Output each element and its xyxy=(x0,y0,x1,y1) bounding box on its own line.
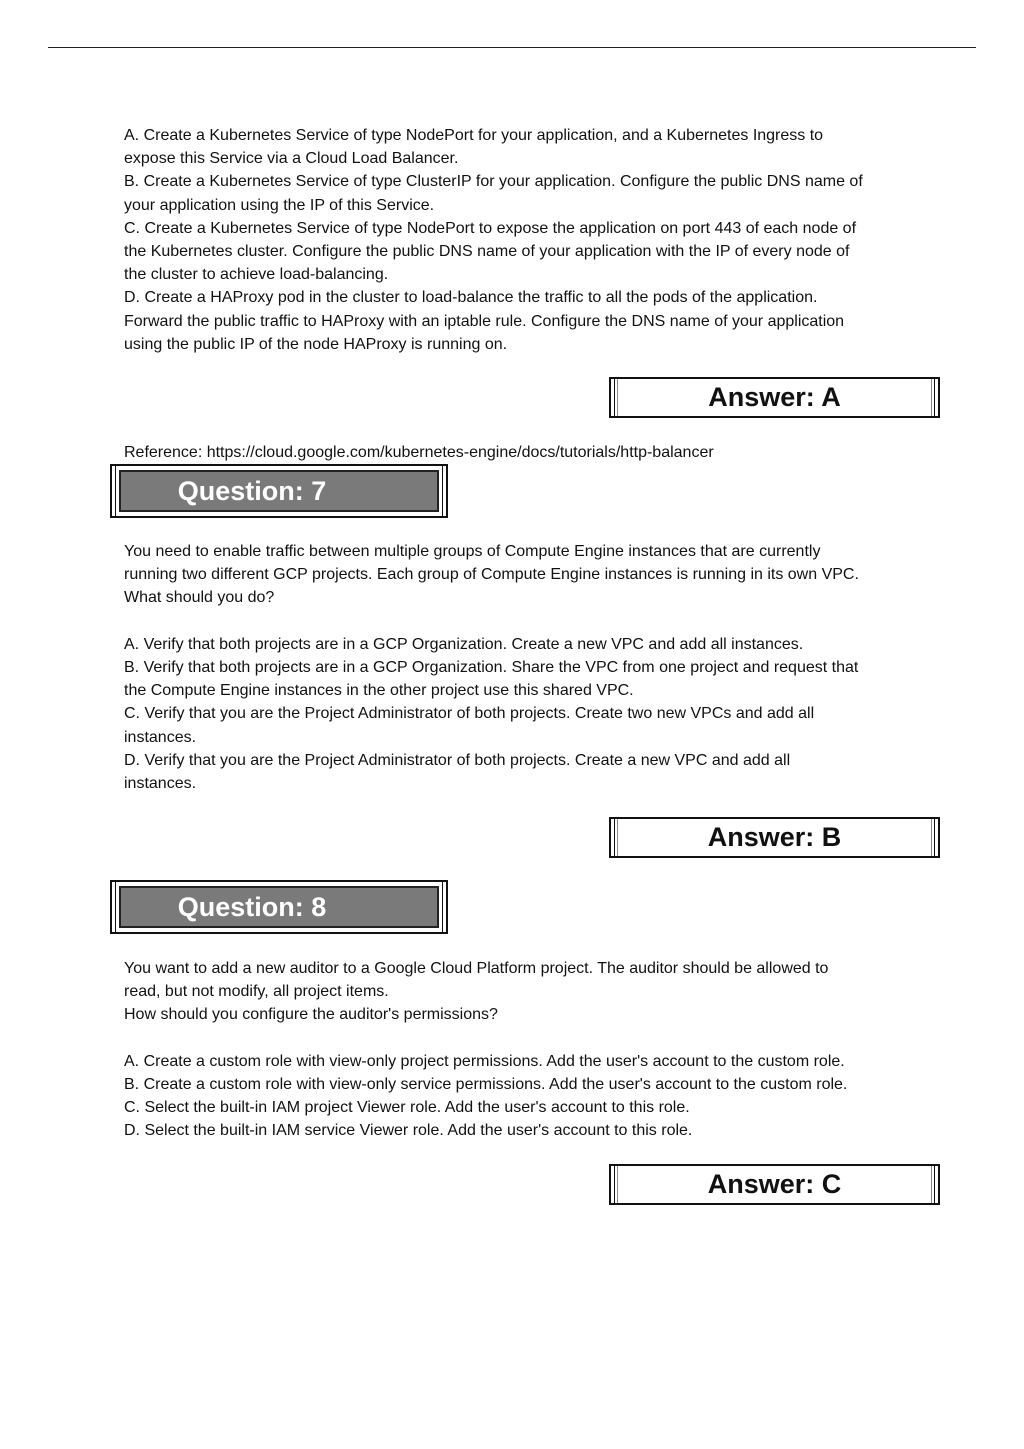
q7-question-line: running two different GCP projects. Each group of Compute Engine instances is running in its own VPC. xyxy=(124,566,859,584)
q7-option-line: instances. xyxy=(124,728,197,746)
q8-banner xyxy=(110,880,448,934)
reference-text: Reference: https://cloud.google.com/kubernetes-engine/docs/tutorials/http-balancer xyxy=(124,444,714,461)
q8-question-line: How should you configure the auditor's permissions? xyxy=(124,1006,498,1024)
q6-answer: Answer: A xyxy=(708,382,841,412)
spacer xyxy=(124,1027,924,1050)
q7-answer-box xyxy=(609,817,940,858)
q7-question-line: What should you do? xyxy=(124,589,275,607)
q6-option-line: C. Create a Kubernetes Service of type NodePort to expose the application on port 443 of each node of xyxy=(124,219,857,237)
q6-reference xyxy=(124,441,924,464)
q6-option-line: D. Create a HAProxy pod in the cluster to load-balance the traffic to all the pods of the application. xyxy=(124,289,818,307)
q8-question-line: You want to add a new auditor to a Google Cloud Platform project. The auditor should be allowed to xyxy=(124,960,829,977)
q8-option-line: D. Select the built-in IAM service Viewer role. Add the user's account to this role. xyxy=(124,1122,693,1140)
q8-body xyxy=(124,957,924,1143)
q7-option-line: instances. xyxy=(124,775,197,793)
q8-title-wrap xyxy=(112,882,450,932)
q8-question-line: read, but not modify, all project items. xyxy=(124,983,389,1001)
q7-title: Question: 7 xyxy=(177,475,327,506)
q8-answer: Answer: C xyxy=(707,1169,842,1199)
q6-option-line: B. Create a Kubernetes Service of type ClusterIP for your application. Configure the public DNS name of xyxy=(124,173,863,191)
q6-option-line: your application using the IP of this Service. xyxy=(124,196,435,214)
spacer xyxy=(124,610,924,633)
q7-option-line: C. Verify that you are the Project Administrator of both projects. Create two new VPCs and add all xyxy=(124,705,815,723)
q7-body xyxy=(124,540,924,795)
q6-answer-box xyxy=(609,377,940,418)
q6-option-line: using the public IP of the node HAProxy is running on. xyxy=(124,335,508,353)
q6-option-line: A. Create a Kubernetes Service of type NodePort for your application, and a Kubernetes Ingress to xyxy=(124,127,824,144)
q8-option-line: A. Create a custom role with view-only project permissions. Add the user's account to the custom role. xyxy=(124,1052,845,1070)
q7-option-line: D. Verify that you are the Project Administrator of both projects. Create a new VPC and add all xyxy=(124,751,791,769)
q6-options xyxy=(124,124,924,356)
q7-option-line: the Compute Engine instances in the other project use this shared VPC. xyxy=(124,682,634,700)
q7-option-line: B. Verify that both projects are in a GCP Organization. Share the VPC from one project and request that xyxy=(124,659,859,676)
q8-option-line: B. Create a custom role with view-only service permissions. Add the user's account to the custom role. xyxy=(124,1076,848,1093)
header-rule xyxy=(48,47,976,48)
q7-answer: Answer: B xyxy=(707,822,842,852)
q8-option-line: C. Select the built-in IAM project Viewer role. Add the user's account to this role. xyxy=(124,1099,690,1117)
q6-option-line: expose this Service via a Cloud Load Balancer. xyxy=(124,150,459,168)
q8-answer-box xyxy=(609,1164,940,1205)
q7-title-wrap xyxy=(112,466,450,516)
q6-option-line: the cluster to achieve load-balancing. xyxy=(124,266,389,284)
q7-option-line: A. Verify that both projects are in a GCP Organization. Create a new VPC and add all instances. xyxy=(124,635,804,653)
q6-option-line: Forward the public traffic to HAProxy with an iptable rule. Configure the DNS name of your application xyxy=(124,312,845,330)
q6-option-line: the Kubernetes cluster. Configure the public DNS name of your application with the IP of every node of xyxy=(124,243,850,261)
q7-question-line: You need to enable traffic between multiple groups of Compute Engine instances that are currently xyxy=(124,543,821,560)
q8-title: Question: 8 xyxy=(177,891,327,922)
q7-banner xyxy=(110,464,448,518)
